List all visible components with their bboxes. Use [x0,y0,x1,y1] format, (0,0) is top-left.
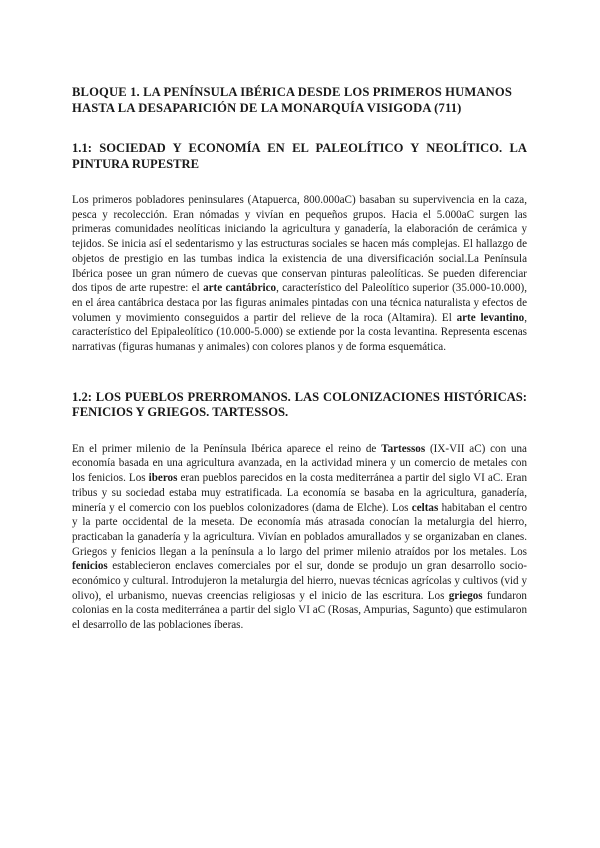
text-run: , característico del Epipaleolítico (10.000-5.000) se extiende por la costa levantina. Representa escenas narrativas (figuras humanas y animales) con colores planos y de forma esquemática. [72,311,527,354]
document-page [72,84,527,633]
document-title: BLOQUE 1. LA PENÍNSULA IBÉRICA DESDE LOS PRIMEROS HUMANOS HASTA LA DESAPARICIÓN DE LA MONARQUÍA VISIGODA (711) [72,85,512,115]
text-run: fundaron colonias en la costa mediterránea a partir del siglo VI aC (Rosas, Ampurias, Sagunto) que estimularon el desarrollo de las poblaciones íberas. [72,589,527,632]
text-run: En el primer milenio de la Península Ibérica aparece el reino de [72,442,382,455]
bold-term-fenicios: fenicios [72,560,108,573]
section-heading-1-2: 1.2: LOS PUEBLOS PRERROMANOS. LAS COLONIZACIONES HISTÓRICAS: FENICIOS Y GRIEGOS. TARTESSOS. [72,389,527,420]
bold-term-griegos: griegos [448,589,483,602]
section-spacer [72,355,527,390]
text-run: eran pueblos parecidos en la costa mediterránea a partir del siglo VI aC. Eran tribus y su sociedad estaba muy estratificada. La economía se basaba en la agricultura, ganadería, minería y el comercio con los pueblos colonizadores (dama de Elche). Los [72,472,527,514]
text-run: establecieron enclaves comerciales por el sur, donde se produjo un gran desarrollo socio-económico y cultural. Introdujeron la metalurgia del hierro, nuevas técnicas agrícolas y cultivos (vid y olivo), el urbanismo, nuevas creencias religiosas y el inicio de las escritura. Los [72,560,527,602]
bold-term-arte-cantabrico: arte cantábrico [203,282,277,295]
bold-term-iberos: iberos [148,472,178,485]
text-run: habitaban el centro y la parte occidental de la meseta. De economía más atrasada conocían la metalurgia del hierro, practicaban la ganadería y la agricultura. Vivían en poblados amurallados y se organizaban en clanes. Griegos y fenicios llegan a la península a lo largo del primer milenio atraídos por los metales. Los [72,501,528,558]
bold-term-tartessos: Tartessos [381,442,426,455]
text-run: , característico del Paleolítico superior (35.000-10.000), en el área cantábrica destaca por las figuras animales pintadas con una técnica naturalista y efectos de volumen y movimiento conseguidos a partir del relieve de la roca (Altamira). El [72,282,527,324]
section-paragraph-1-1 [72,193,527,355]
bold-term-arte-levantino: arte levantino [456,311,525,324]
section-paragraph-1-2 [72,442,527,633]
text-run: (IX-VII aC) con una economía basada en una agricultura avanzada, en la actividad minera y un comercio de metales con los fenicios. Los [72,442,527,485]
text-run: Los primeros pobladores peninsulares (Atapuerca, 800.000aC) basaban su supervivencia en la caza, pesca y recolección. Eran nómadas y vivían en pequeños grupos. Hacia el 5.000aC surgen las primeras comunidades neolíticas iniciando la agricultura y ganadería, la elaboración de cerámica y tejidos. Se inicia así el sedentarismo y las estructuras sociales se hacen más complejas. El hallazgo de objetos de prestigio en las tumbas indica la existencia de una diversificación social.La Península Ibérica posee un gran número de cuevas que conservan pinturas paleolíticas. Se pueden diferenciar dos tipos de arte rupestre: el [72,194,527,295]
bold-term-celtas: celtas [411,501,439,514]
section-heading-1-1: 1.1: SOCIEDAD Y ECONOMÍA EN EL PALEOLÍTICO Y NEOLÍTICO. LA PINTURA RUPESTRE [72,141,527,171]
